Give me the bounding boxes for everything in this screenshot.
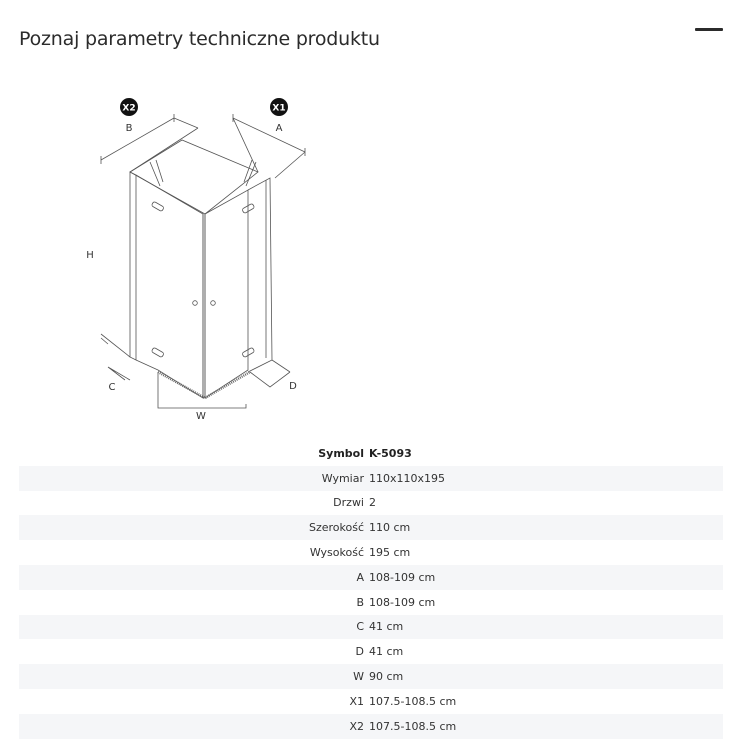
spec-label: C (356, 620, 364, 634)
spec-row (19, 515, 723, 540)
svg-text:X2: X2 (122, 103, 136, 114)
spec-value: 41 cm (369, 645, 404, 659)
collapse-button[interactable] (694, 20, 724, 40)
dim-label-b: B (125, 123, 133, 134)
spec-row (19, 689, 723, 714)
spec-value: 195 cm (369, 546, 411, 560)
spec-value: 108-109 cm (369, 570, 436, 584)
spec-label: A (356, 570, 364, 584)
spec-value: 110 cm (369, 521, 411, 535)
spec-label: Symbol (318, 446, 364, 460)
spec-label: Wymiar (321, 471, 364, 485)
spec-value: 107.5-108.5 cm (369, 694, 457, 708)
dim-label-h: H (86, 250, 94, 261)
spec-label: D (355, 645, 364, 659)
spec-label: X2 (349, 719, 364, 733)
spec-table (19, 441, 723, 739)
dim-label-w: W (196, 411, 206, 422)
minus-icon (695, 28, 723, 31)
spec-value: K-5093 (369, 446, 412, 460)
dim-label-a: A (275, 123, 283, 134)
spec-row (19, 491, 723, 516)
spec-value: 2 (369, 496, 376, 510)
badge-x2 (120, 98, 138, 116)
shower-tray-edge (158, 372, 250, 398)
spec-value: 90 cm (369, 670, 404, 684)
spec-label: Wysokość (309, 546, 364, 560)
badge-x1 (270, 98, 288, 116)
spec-row (19, 639, 723, 664)
spec-row (19, 615, 723, 640)
shower-dimension-diagram (80, 90, 320, 430)
spec-row (19, 540, 723, 565)
spec-row (19, 565, 723, 590)
spec-label: X1 (349, 694, 364, 708)
spec-row (19, 714, 723, 739)
spec-row (19, 590, 723, 615)
spec-value: 110x110x195 (369, 471, 446, 485)
spec-label: B (356, 595, 364, 609)
shower-outline (101, 114, 305, 408)
spec-label: Szerokość (308, 521, 364, 535)
dim-label-c: C (108, 382, 116, 393)
spec-value: 107.5-108.5 cm (369, 719, 457, 733)
spec-label: Drzwi (333, 496, 364, 510)
spec-value: 108-109 cm (369, 595, 436, 609)
dim-label-d: D (289, 381, 297, 392)
section-title: Poznaj parametry techniczne produktu (19, 28, 380, 50)
spec-row (19, 466, 723, 491)
spec-row-symbol (19, 441, 723, 466)
spec-label: W (353, 670, 364, 684)
spec-row (19, 664, 723, 689)
spec-value: 41 cm (369, 620, 404, 634)
svg-text:X1: X1 (272, 103, 286, 114)
